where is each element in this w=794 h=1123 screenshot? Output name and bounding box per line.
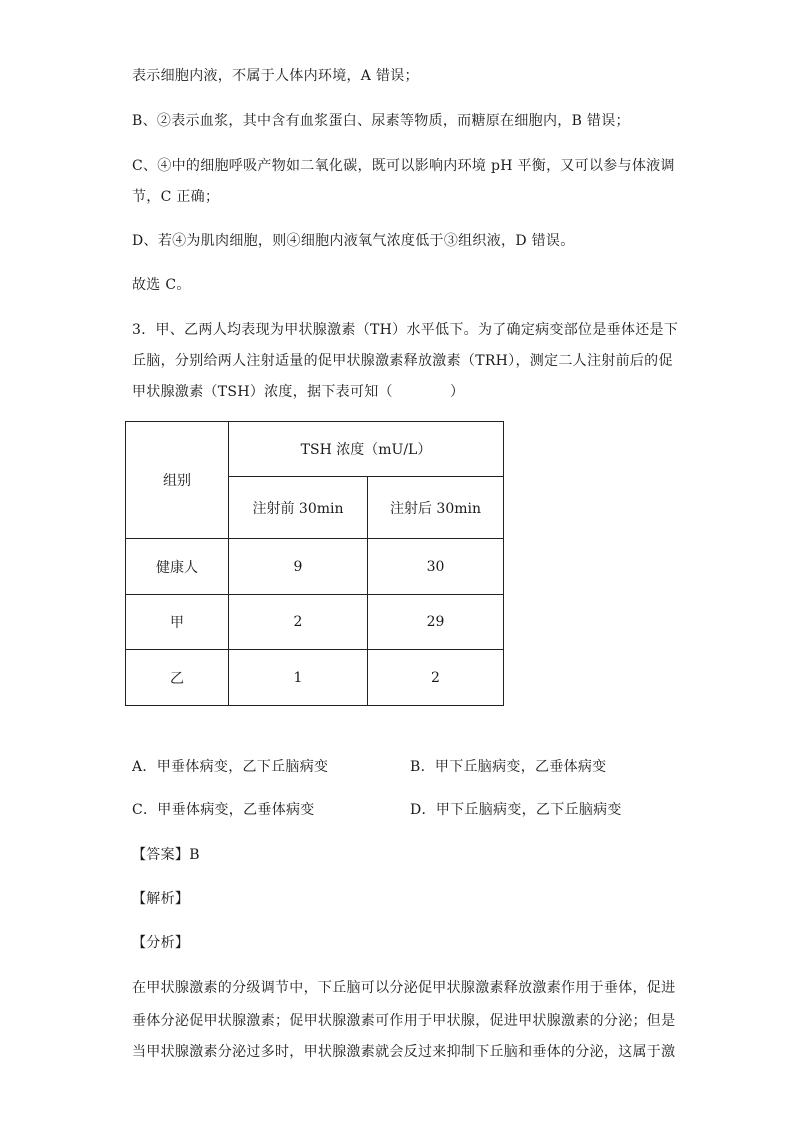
option-c: C．甲垂体病变，乙垂体病变 [132, 802, 315, 818]
analysis-line: 当甲状腺激素分泌过多时，甲状腺激素就会反过来抑制下丘脑和垂体的分泌，这属于激 [132, 1044, 676, 1060]
table-row [126, 539, 504, 595]
table-cell-after: 29 [368, 595, 504, 650]
text-line: 节，C 正确； [132, 189, 220, 205]
text-line: 故选 C。 [132, 277, 191, 293]
table-cell-after: 2 [368, 650, 504, 706]
text-line: B、②表示血浆，其中含有血浆蛋白、尿素等物质，而糖原在细胞内，B 错误； [132, 113, 630, 129]
text-line: C、④中的细胞呼吸产物如二氧化碳，既可以影响内环境 pH 平衡，又可以参与体液调 [132, 158, 675, 174]
text-line: 表示细胞内液，不属于人体内环境，A 错误； [132, 68, 419, 84]
tsh-table [125, 421, 504, 706]
question-line: 甲状腺激素（TSH）浓度，据下表可知（ ） [132, 384, 465, 400]
table-header-before: 注射前 30min [229, 477, 368, 539]
table-cell-before: 1 [229, 650, 368, 706]
analysis-line: 垂体分泌促甲状腺激素；促甲状腺激素可作用于甲状腺，促进甲状腺激素的分泌；但是 [132, 1013, 676, 1029]
table-header-after: 注射后 30min [368, 477, 504, 539]
table-cell-group: 乙 [126, 650, 229, 706]
table-row [126, 595, 504, 650]
table-cell-group: 甲 [126, 595, 229, 650]
analysis-line: 在甲状腺激素的分级调节中，下丘脑可以分泌促甲状腺激素释放激素作用于垂体，促进 [132, 980, 676, 996]
text-line: D、若④为肌肉细胞，则④细胞内液氧气浓度低于③组织液，D 错误。 [132, 233, 575, 249]
table-header-tsh: TSH 浓度（mU/L） [229, 422, 504, 477]
table-row [126, 650, 504, 706]
option-b: B．甲下丘脑病变，乙垂体病变 [410, 759, 607, 775]
analysis-heading: 【解析】 [132, 891, 190, 907]
table-header-group: 组别 [126, 422, 229, 539]
question-line: 3．甲、乙两人均表现为甲状腺激素（TH）水平低下。为了确定病变部位是垂体还是下 [132, 322, 679, 338]
option-d: D．甲下丘脑病变，乙下丘脑病变 [410, 802, 622, 818]
table-cell-before: 2 [229, 595, 368, 650]
table-cell-after: 30 [368, 539, 504, 595]
question-line: 丘脑，分别给两人注射适量的促甲状腺激素释放激素（TRH），测定二人注射前后的促 [132, 353, 673, 369]
table-cell-group: 健康人 [126, 539, 229, 595]
answer-line: 【答案】B [132, 847, 200, 863]
option-a: A．甲垂体病变，乙下丘脑病变 [132, 759, 329, 775]
table-cell-before: 9 [229, 539, 368, 595]
fenxi-heading: 【分析】 [132, 935, 190, 951]
